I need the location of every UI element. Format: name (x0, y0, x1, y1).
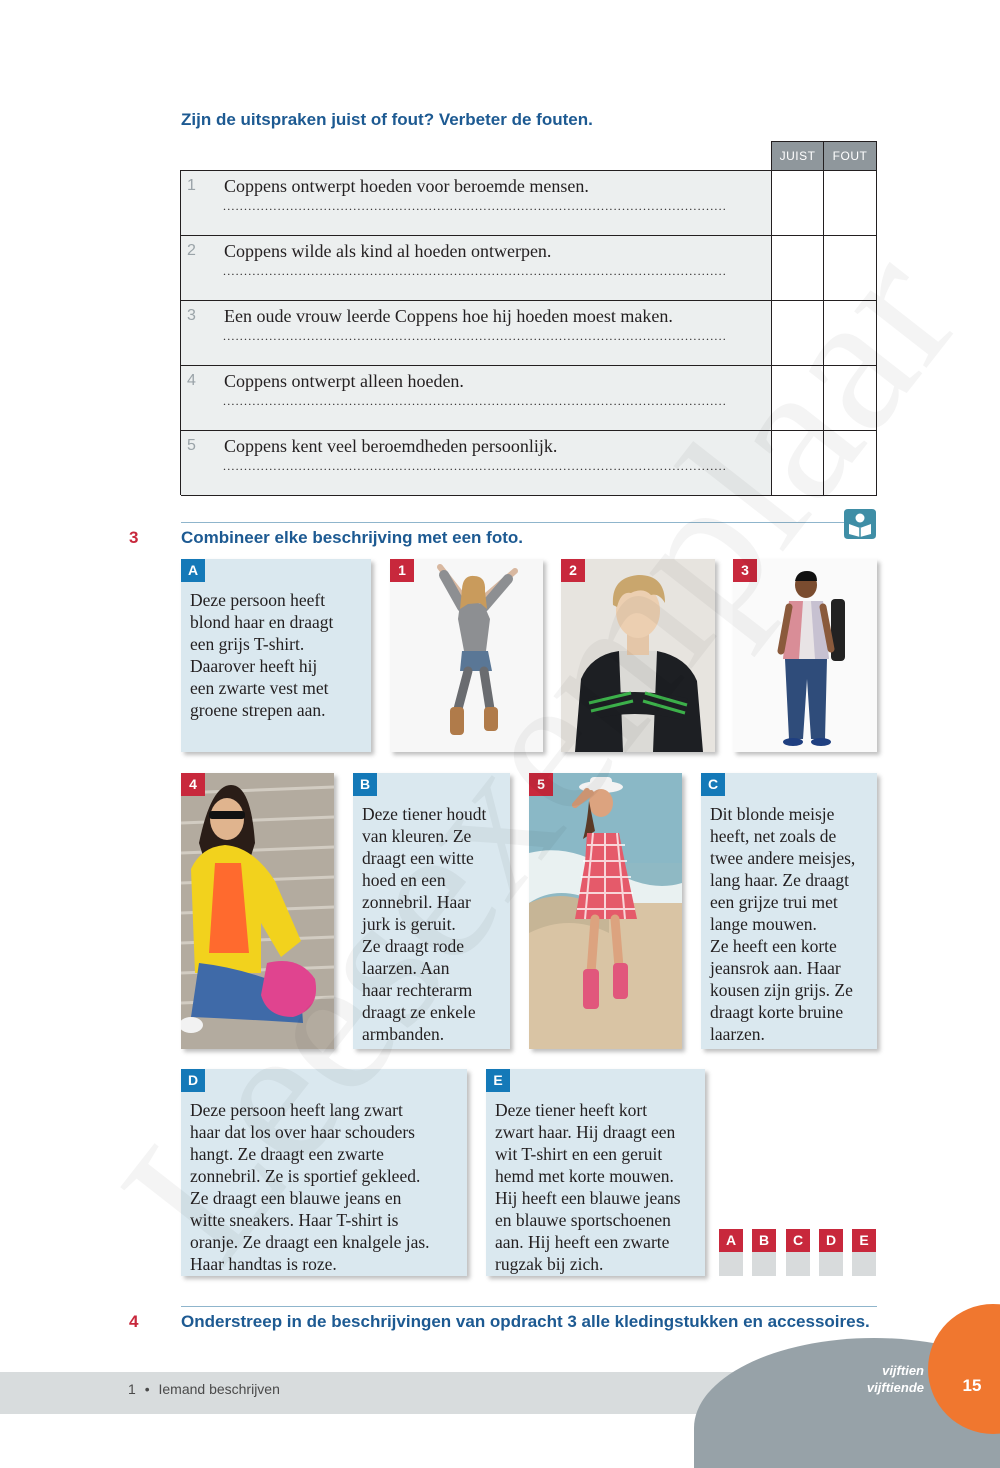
exercise-2-instruction: Zijn de uitspraken juist of fout? Verbeter de fouten. (181, 110, 593, 129)
answer-letter: A (719, 1229, 743, 1252)
statement-text: Een oude vrouw leerde Coppens hoe hij hoeden moest maken. (224, 306, 673, 326)
photo-number-tag: 4 (181, 773, 205, 796)
answer-line[interactable]: ........................................................................................................................ (223, 394, 727, 408)
statement-cell (181, 366, 771, 430)
answer-line[interactable]: ........................................................................................................................ (223, 264, 727, 278)
table-left-border (180, 170, 181, 495)
answer-input[interactable] (786, 1252, 810, 1276)
fout-checkbox[interactable] (823, 236, 877, 300)
photo-number-tag: 2 (561, 559, 585, 582)
juist-checkbox[interactable] (771, 171, 824, 235)
statement-text: Coppens ontwerpt hoeden voor beroemde mensen. (224, 176, 589, 196)
photo-number-tag: 1 (390, 559, 414, 582)
statement-number: 3 (187, 307, 196, 324)
statement-number: 5 (187, 437, 196, 454)
description-card-d (181, 1069, 467, 1276)
answer-letter: E (852, 1229, 876, 1252)
card-text: Dit blonde meisje heeft, net zoals de twee andere meisjes, lang haar. Ze draagt een grijze trui met lange mouwen. Ze heeft een korte jeansrok aan. Haar kousen zijn grijs. Ze draagt korte bruine laarzen. (710, 804, 856, 1044)
card-text: Deze tiener heeft kort zwart haar. Hij draagt een wit T-shirt en een geruit hemd met korte mouwen. Hij heeft een blauwe jeans en blauwe sportschoenen aan. Hij heeft een zwarte rugzak bij zich. (495, 1100, 681, 1274)
description-card-e (486, 1069, 705, 1276)
page-word-cardinal: vijftien (882, 1363, 924, 1378)
card-letter-tag: E (486, 1069, 510, 1092)
statement-row (181, 170, 877, 235)
statement-cell (181, 301, 771, 365)
answer-input[interactable] (852, 1252, 876, 1276)
photo-number-tag: 5 (529, 773, 553, 796)
statement-row (181, 235, 877, 300)
juist-checkbox[interactable] (771, 431, 824, 495)
statement-row (181, 300, 877, 365)
card-text: Deze tiener houdt van kleuren. Ze draagt een witte hoed en een zonnebril. Haar jurk is geruit. Ze draagt rode laarzen. Aan haar rechterarm draagt ze enkele armbanden. (362, 804, 487, 1044)
answer-line[interactable]: ........................................................................................................................ (223, 459, 727, 473)
statement-text: Coppens wilde als kind al hoeden ontwerpen. (224, 241, 552, 261)
exercise-3-number: 3 (129, 528, 139, 547)
answer-input[interactable] (752, 1252, 776, 1276)
statement-row (181, 430, 877, 496)
answer-letter: C (786, 1229, 810, 1252)
statement-cell (181, 431, 771, 495)
column-header-juist: JUIST (771, 141, 824, 170)
exercise-3-instruction: Combineer elke beschrijving met een foto. (181, 528, 523, 547)
footer-chapter: 1 • Iemand beschrijven (128, 1381, 280, 1397)
statement-number: 4 (187, 372, 196, 389)
statement-text: Coppens ontwerpt alleen hoeden. (224, 371, 464, 391)
answer-box-b[interactable] (752, 1229, 776, 1276)
description-card-c (701, 773, 877, 1049)
exercise-4-number: 4 (129, 1312, 139, 1331)
photo-5-girl-red-dress-beach (529, 773, 682, 1049)
answer-input[interactable] (819, 1252, 843, 1276)
statement-cell (181, 171, 771, 235)
card-letter-tag: C (701, 773, 725, 796)
answer-line[interactable]: ........................................................................................................................ (223, 329, 727, 343)
photo-2-boy-black-jacket (561, 559, 715, 752)
juist-checkbox[interactable] (771, 301, 824, 365)
answer-letter: B (752, 1229, 776, 1252)
exercise-4-instruction: Onderstreep in de beschrijvingen van opdracht 3 alle kledingstukken en accessoires. (181, 1312, 870, 1331)
fout-checkbox[interactable] (823, 301, 877, 365)
card-letter-tag: A (181, 559, 205, 582)
answer-input[interactable] (719, 1252, 743, 1276)
statement-number: 1 (187, 177, 196, 194)
page-word-ordinal: vijftiende (866, 1380, 924, 1395)
juist-checkbox[interactable] (771, 366, 824, 430)
card-letter-tag: D (181, 1069, 205, 1092)
reading-icon (842, 507, 878, 541)
description-card-a (181, 559, 371, 752)
exercise-3-divider (181, 522, 846, 523)
photo-1-girl-grey-sweater (390, 559, 543, 752)
fout-checkbox[interactable] (823, 366, 877, 430)
answer-box-d[interactable] (819, 1229, 843, 1276)
statement-row (181, 365, 877, 430)
photo-number-tag: 3 (733, 559, 757, 582)
footer-chapter-title: Iemand beschrijven (158, 1381, 280, 1397)
fout-checkbox[interactable] (823, 431, 877, 495)
answer-box-a[interactable] (719, 1229, 743, 1276)
answer-box-c[interactable] (786, 1229, 810, 1276)
card-letter-tag: B (353, 773, 377, 796)
card-text: Deze persoon heeft blond haar en draagt een grijs T-shirt. Daarover heeft hij een zwarte vest met groene strepen aan. (190, 590, 334, 720)
column-header-fout: FOUT (823, 141, 877, 170)
answer-line[interactable]: ........................................................................................................................ (223, 199, 727, 213)
page-number: 15 (962, 1376, 982, 1395)
photo-3-boy-backpack (733, 559, 877, 752)
answer-letter: D (819, 1229, 843, 1252)
answer-box-e[interactable] (852, 1229, 876, 1276)
fout-checkbox[interactable] (823, 171, 877, 235)
statement-cell (181, 236, 771, 300)
photo-4-woman-yellow-jacket (181, 773, 334, 1049)
card-text: Deze persoon heeft lang zwart haar dat los over haar schouders hangt. Ze draagt een zwarte zonnebril. Ze is sportief gekleed. Ze draagt een blauwe jeans en witte sneakers. Haar T-shirt is oranje. Ze draagt een knalgele jas. Haar handtas is roze. (190, 1100, 430, 1274)
exercise-4-divider (181, 1306, 877, 1307)
juist-checkbox[interactable] (771, 236, 824, 300)
table-right-border (876, 170, 877, 495)
statement-text: Coppens kent veel beroemdheden persoonlijk. (224, 436, 558, 456)
statement-number: 2 (187, 242, 196, 259)
description-card-b (353, 773, 510, 1049)
footer-bullet: • (144, 1381, 150, 1397)
